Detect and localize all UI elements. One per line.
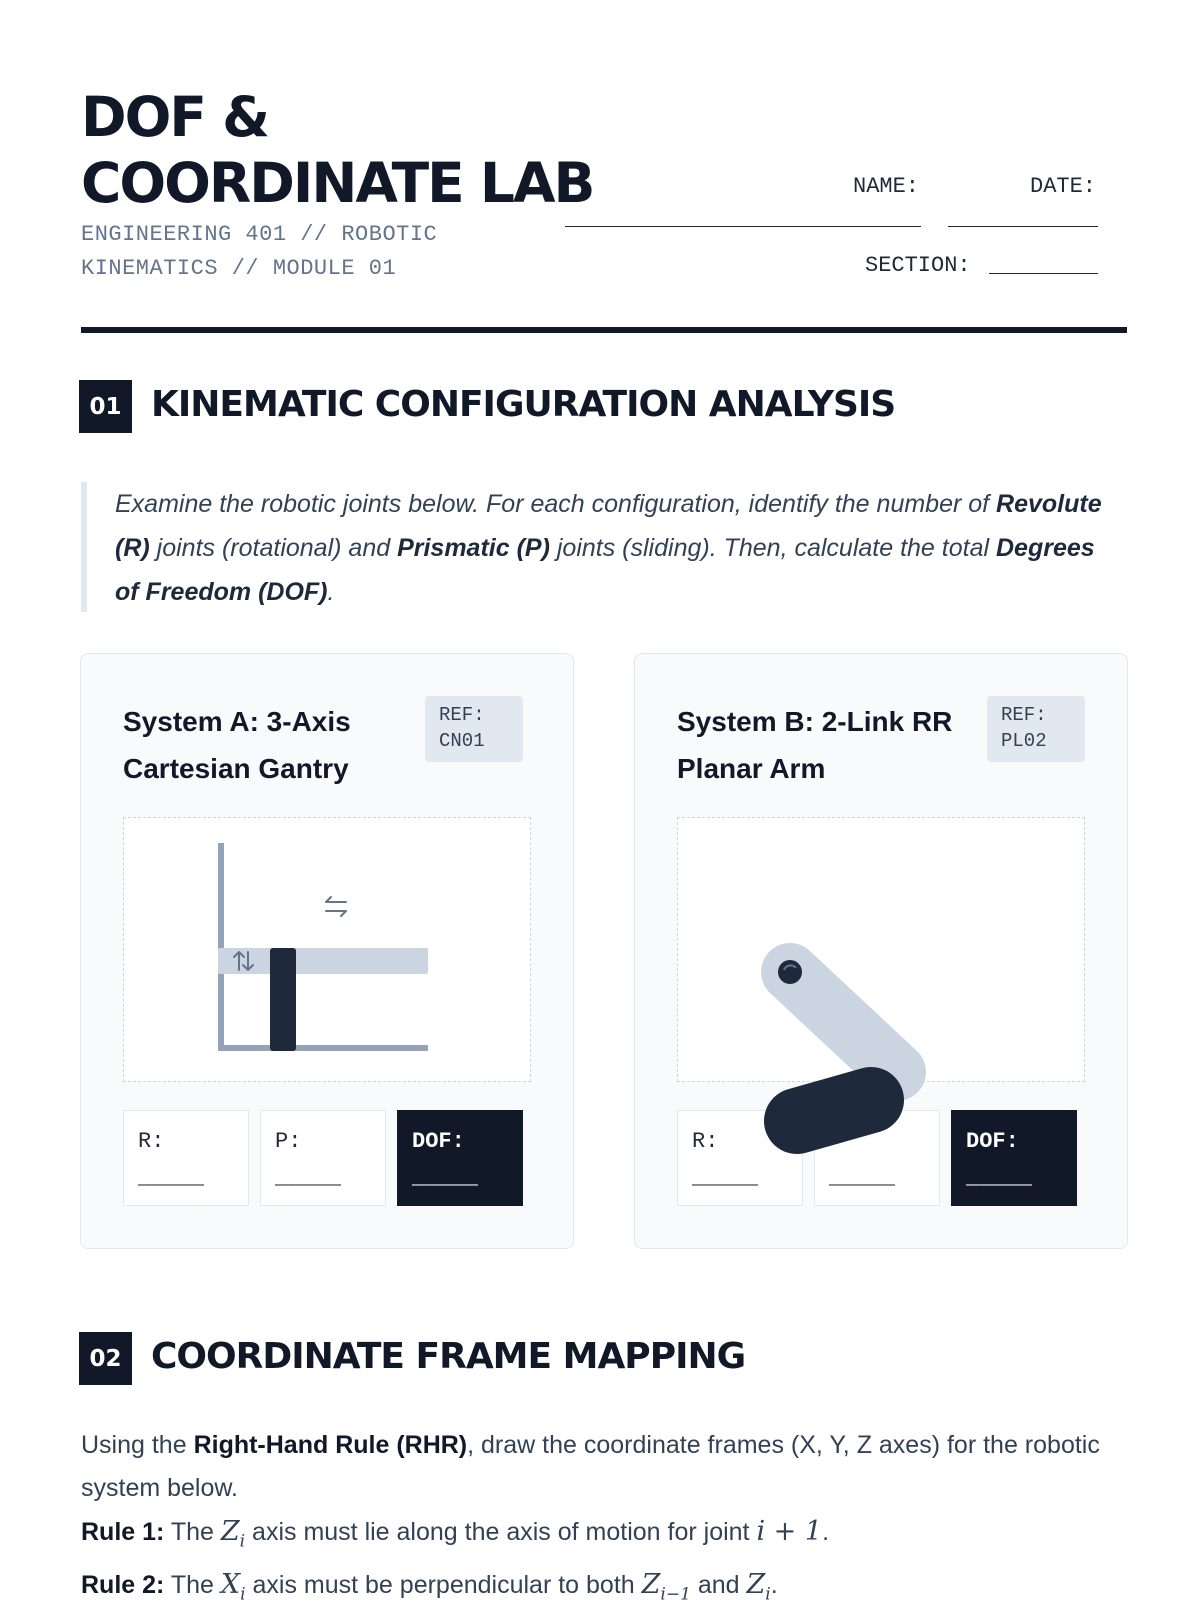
date-field[interactable] (948, 226, 1098, 227)
rule-2 (81, 1563, 1131, 1616)
revolute-count-box[interactable] (123, 1110, 249, 1206)
dof-label: DOF: (966, 1129, 1019, 1154)
instruction-emphasis: Revolute (R) (115, 490, 1102, 562)
prismatic-label: P: (275, 1129, 302, 1154)
instruction-text (115, 482, 1125, 614)
intro-paragraph (81, 1424, 1131, 1510)
answer-blank: _____ (829, 1165, 896, 1190)
x-i-symbol: $X_i$ (220, 1569, 246, 1605)
revolute-label: R: (692, 1129, 719, 1154)
subtitle-line2: KINEMATICS // MODULE 01 (81, 256, 397, 281)
ref-code: CN01 (439, 730, 485, 752)
system-title-line1: System A: 3-Axis (123, 706, 351, 737)
rule-text: . (822, 1518, 830, 1546)
gantry-vertical-rail (218, 843, 224, 1051)
ref-code: PL02 (1001, 730, 1047, 752)
gantry-illustration (124, 818, 529, 1080)
prismatic-count-box[interactable] (260, 1110, 386, 1206)
planar-arm-illustration (635, 654, 1129, 1250)
system-card-a (80, 653, 574, 1249)
gantry-base-rail (218, 1045, 428, 1051)
instruction-part: . (327, 578, 335, 606)
answer-blank: _____ (275, 1165, 342, 1190)
rule-text: and (690, 1571, 747, 1600)
answer-blank: _____ (412, 1165, 479, 1190)
instruction-part: joints (sliding). Then, calculate the total (549, 534, 996, 562)
rule-text: . (770, 1571, 778, 1600)
intro-part: , draw the coordinate frames (X, Y, Z axes) for the robotic system below. (81, 1431, 1100, 1502)
system-title (123, 698, 423, 792)
gantry-diagram (123, 817, 531, 1082)
instruction-emphasis: Prismatic (P) (397, 534, 550, 562)
section-title: KINEMATIC CONFIGURATION ANALYSIS (151, 384, 896, 425)
dof-label: DOF: (412, 1129, 465, 1154)
page-title-line1: DOF & (81, 85, 269, 149)
section-title: COORDINATE FRAME MAPPING (151, 1336, 746, 1377)
ref-label: REF: (1001, 704, 1047, 726)
coordinate-frame-instructions (81, 1424, 1131, 1617)
instruction-accent-bar (81, 482, 87, 612)
answer-blank: _____ (692, 1165, 759, 1190)
system-card-b (634, 653, 1128, 1249)
date-label: DATE: (1030, 174, 1097, 199)
section-number-badge: 01 (79, 380, 132, 433)
answer-blank: _____ (966, 1165, 1033, 1190)
arm-link-1 (790, 972, 897, 1072)
page-title (81, 84, 593, 216)
z-i-symbol: $Z_i$ (746, 1569, 771, 1605)
arm-link-2 (797, 1100, 871, 1121)
system-title-line2: Planar Arm (677, 753, 826, 784)
rule-text: axis must lie along the axis of motion for joint (245, 1518, 757, 1546)
instruction-emphasis: Degrees of Freedom (DOF) (115, 534, 1095, 606)
rule-text: The (164, 1571, 221, 1600)
ref-label: REF: (439, 704, 485, 726)
rule-text: The (164, 1518, 221, 1546)
revolute-label: R: (138, 1129, 165, 1154)
intro-part: Using the (81, 1431, 194, 1459)
rule-label: Rule 2: (81, 1571, 165, 1600)
i-plus-1-symbol: i + 1 (756, 1516, 823, 1547)
name-field[interactable] (565, 226, 921, 227)
rule-label: Rule 1: (81, 1518, 165, 1546)
rule-text: axis must be perpendicular to both (245, 1571, 642, 1600)
gantry-horizontal-beam (218, 948, 428, 974)
answer-blank: _____ (138, 1165, 205, 1190)
page-title-line2: COORDINATE LAB (81, 151, 594, 215)
revolute-joint-icon (778, 960, 802, 984)
subtitle-line1: ENGINEERING 401 // ROBOTIC (81, 222, 438, 247)
system-title-line1: System B: 2-Link RR (677, 706, 953, 737)
instruction-part: Examine the robotic joints below. For each configuration, identify the number of (115, 490, 997, 518)
horizontal-motion-arrows-icon (326, 897, 346, 916)
section-number-badge: 02 (79, 1332, 132, 1385)
instruction-part: joints (rotational) and (149, 534, 398, 562)
rule-1 (81, 1510, 1131, 1563)
ref-tag (425, 696, 523, 762)
system-title-line2: Cartesian Gantry (123, 753, 349, 784)
header-divider (81, 327, 1127, 333)
gantry-carriage (270, 948, 296, 1051)
section-field[interactable] (989, 273, 1098, 274)
section-label: SECTION: (865, 253, 971, 278)
dof-total-box[interactable] (397, 1110, 523, 1206)
intro-emphasis: Right-Hand Rule (RHR) (193, 1431, 468, 1459)
course-subtitle (81, 218, 501, 286)
name-label: NAME: (853, 174, 920, 199)
z-i-minus-1-symbol: $Z_{i-1}$ (641, 1569, 691, 1605)
z-i-symbol: $Z_i$ (220, 1516, 246, 1552)
